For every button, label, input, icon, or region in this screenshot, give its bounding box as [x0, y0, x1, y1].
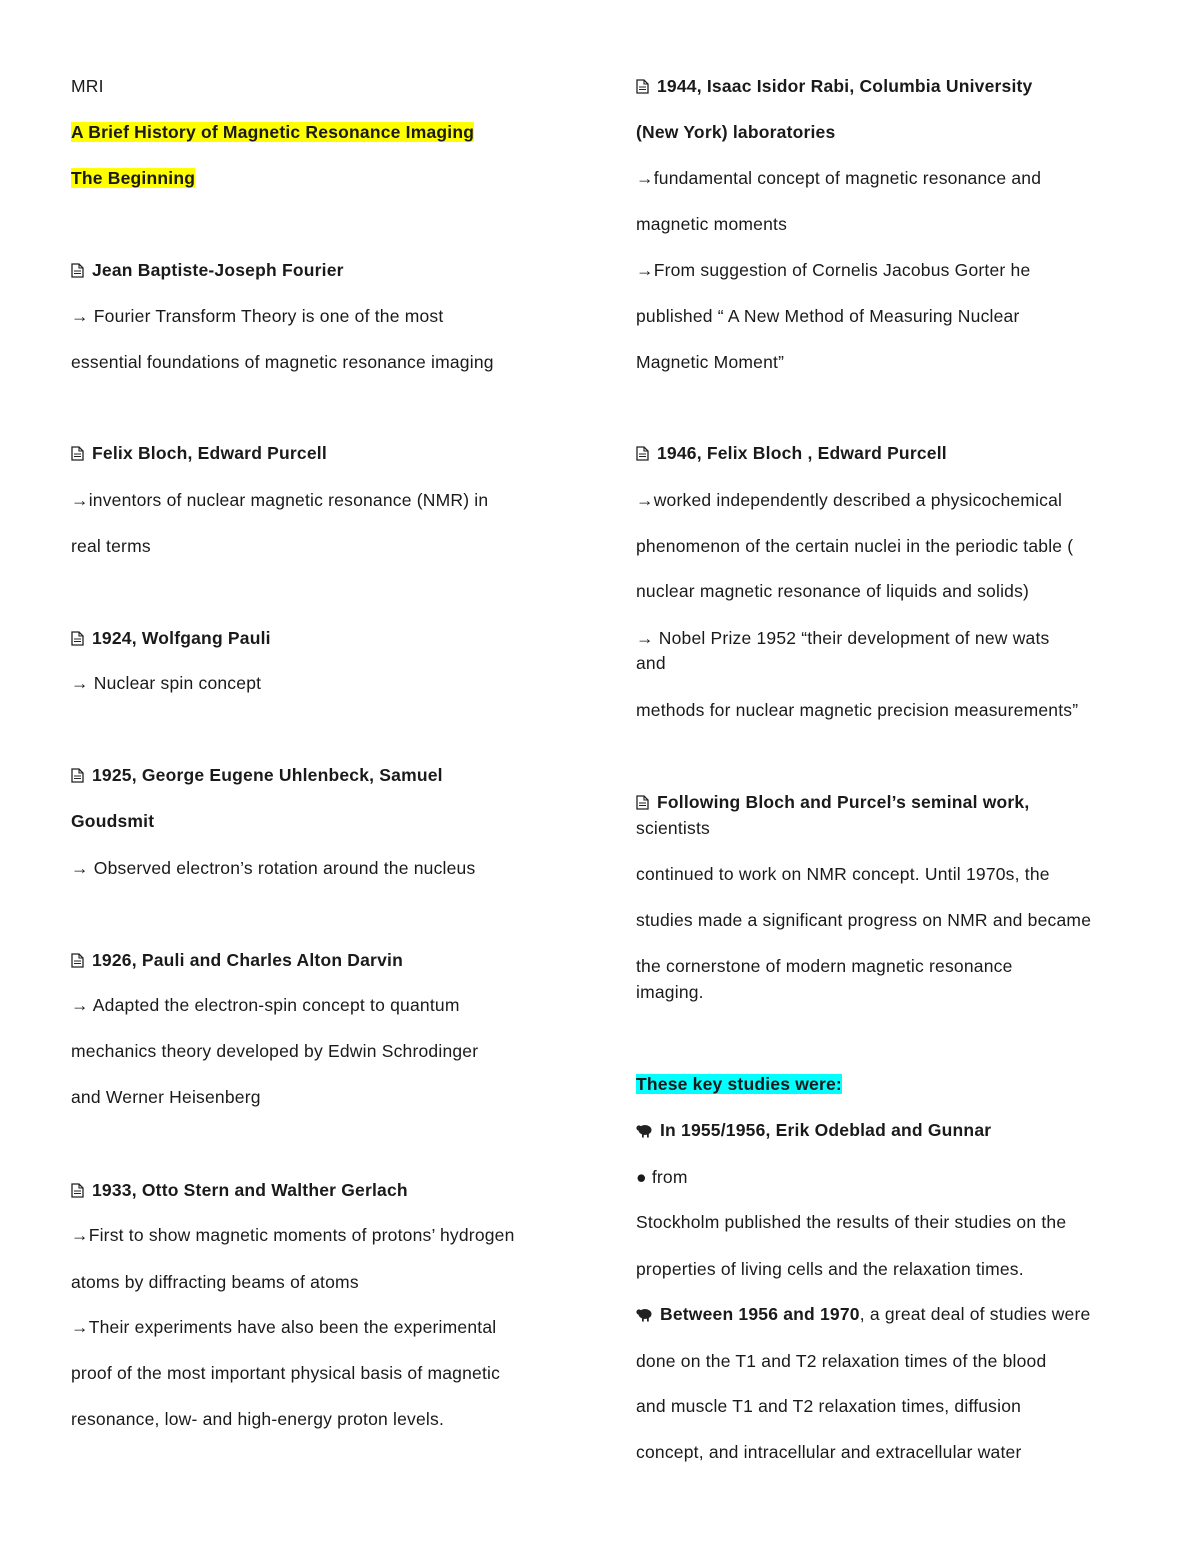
- key-studies-label: [636, 1072, 842, 1096]
- body-line: and: [636, 653, 666, 673]
- body-line: studies made a significant progress on NMR and became: [636, 910, 1092, 930]
- body-line: → Fourier Transform Theory is one of the most: [71, 306, 444, 326]
- body-line: scientists: [636, 818, 710, 838]
- heading-bold-text: Between 1956 and 1970: [660, 1304, 860, 1324]
- document-icon: [71, 768, 84, 783]
- key-studies-highlight: These key studies were:: [636, 1074, 842, 1094]
- heading-bloch-1946: [636, 441, 947, 465]
- heading-stern: [71, 1178, 408, 1202]
- heading-text: 1946, Felix Bloch , Edward Purcell: [657, 443, 947, 463]
- body-line: and muscle T1 and T2 relaxation times, diffusion: [636, 1396, 1022, 1416]
- body-line: mechanics theory developed by Edwin Schrodinger: [71, 1041, 479, 1061]
- heading-text: 1924, Wolfgang Pauli: [92, 628, 271, 648]
- title-highlight: A Brief History of Magnetic Resonance Imaging: [71, 122, 475, 142]
- heading-text: Following Bloch and Purcel’s seminal work,: [657, 792, 1030, 812]
- heading-uhlenbeck: [71, 763, 443, 787]
- body-line: properties of living cells and the relaxation times.: [636, 1259, 1024, 1279]
- body-line: magnetic moments: [636, 214, 788, 234]
- body-line: atoms by diffracting beams of atoms: [71, 1272, 359, 1292]
- heading-continuation: (New York) laboratories: [636, 122, 836, 142]
- body-line: real terms: [71, 536, 151, 556]
- sheep-glyph-icon: [636, 1302, 654, 1326]
- heading-text: Jean Baptiste-Joseph Fourier: [92, 260, 344, 280]
- body-line: the cornerstone of modern magnetic resonance: [636, 956, 1013, 976]
- body-line: phenomenon of the certain nuclei in the periodic table (: [636, 536, 1074, 556]
- body-line: published “ A New Method of Measuring Nuclear: [636, 306, 1020, 326]
- heading-following: [636, 790, 1029, 814]
- heading-text: In 1955/1956, Erik Odeblad and Gunnar: [660, 1120, 992, 1140]
- body-line: →First to show magnetic moments of protons’ hydrogen: [71, 1225, 515, 1245]
- subtitle-highlight: The Beginning: [71, 168, 196, 188]
- heading-text: 1933, Otto Stern and Walther Gerlach: [92, 1180, 408, 1200]
- heading-text: 1926, Pauli and Charles Alton Darvin: [92, 950, 403, 970]
- body-line: imaging.: [636, 982, 704, 1002]
- body-line: Stockholm published the results of their studies on the: [636, 1212, 1067, 1232]
- body-line: resonance, low- and high-energy proton levels.: [71, 1409, 445, 1429]
- heading-text: 1925, George Eugene Uhlenbeck, Samuel: [92, 765, 443, 785]
- body-line: and Werner Heisenberg: [71, 1087, 261, 1107]
- heading-bloch-purcell: [71, 441, 327, 465]
- document-icon: [636, 446, 649, 461]
- body-line: →From suggestion of Cornelis Jacobus Gorter he: [636, 260, 1031, 280]
- body-line: →Their experiments have also been the experimental: [71, 1317, 497, 1337]
- document-icon: [71, 446, 84, 461]
- body-line: →worked independently described a physicochemical: [636, 490, 1063, 510]
- heading-text: 1944, Isaac Isidor Rabi, Columbia University: [657, 76, 1033, 96]
- document-icon: [636, 79, 649, 94]
- bullet-line: ● from: [636, 1167, 688, 1187]
- heading-fourier: [71, 258, 344, 282]
- body-line: →fundamental concept of magnetic resonance and: [636, 168, 1042, 188]
- key-study-2-heading: [636, 1302, 1090, 1326]
- document-icon: [71, 631, 84, 646]
- document-icon: [636, 795, 649, 810]
- heading-text: Felix Bloch, Edward Purcell: [92, 443, 327, 463]
- body-line: continued to work on NMR concept. Until 1970s, the: [636, 864, 1050, 884]
- document-icon: [71, 1183, 84, 1198]
- body-line: → Nobel Prize 1952 “their development of new wats: [636, 628, 1050, 648]
- body-line: done on the T1 and T2 relaxation times of the blood: [636, 1351, 1047, 1371]
- body-line: → Observed electron’s rotation around the nucleus: [71, 858, 476, 878]
- body-line: methods for nuclear magnetic precision measurements”: [636, 700, 1079, 720]
- document-icon: [71, 953, 84, 968]
- key-study-1-heading: [636, 1118, 991, 1142]
- body-line: →inventors of nuclear magnetic resonance (NMR) in: [71, 490, 489, 510]
- sheep-glyph-icon: [636, 1118, 654, 1142]
- body-line: → Nuclear spin concept: [71, 673, 262, 693]
- body-line: nuclear magnetic resonance of liquids and solids): [636, 581, 1030, 601]
- body-line: essential foundations of magnetic resonance imaging: [71, 352, 494, 372]
- page-title: [71, 120, 474, 144]
- body-line: Magnetic Moment”: [636, 352, 785, 372]
- heading-pauli: [71, 626, 271, 650]
- heading-rabi: [636, 74, 1032, 98]
- body-line: concept, and intracellular and extracellular water: [636, 1442, 1022, 1462]
- body-line: → Adapted the electron-spin concept to quantum: [71, 995, 460, 1015]
- document-icon: [71, 263, 84, 278]
- heading-rest-text: , a great deal of studies were: [859, 1304, 1091, 1324]
- heading-continuation: Goudsmit: [71, 811, 155, 831]
- body-line: proof of the most important physical basis of magnetic: [71, 1363, 501, 1383]
- section-subtitle: [71, 166, 195, 190]
- heading-darvin: [71, 948, 403, 972]
- doc-label: MRI: [71, 76, 104, 96]
